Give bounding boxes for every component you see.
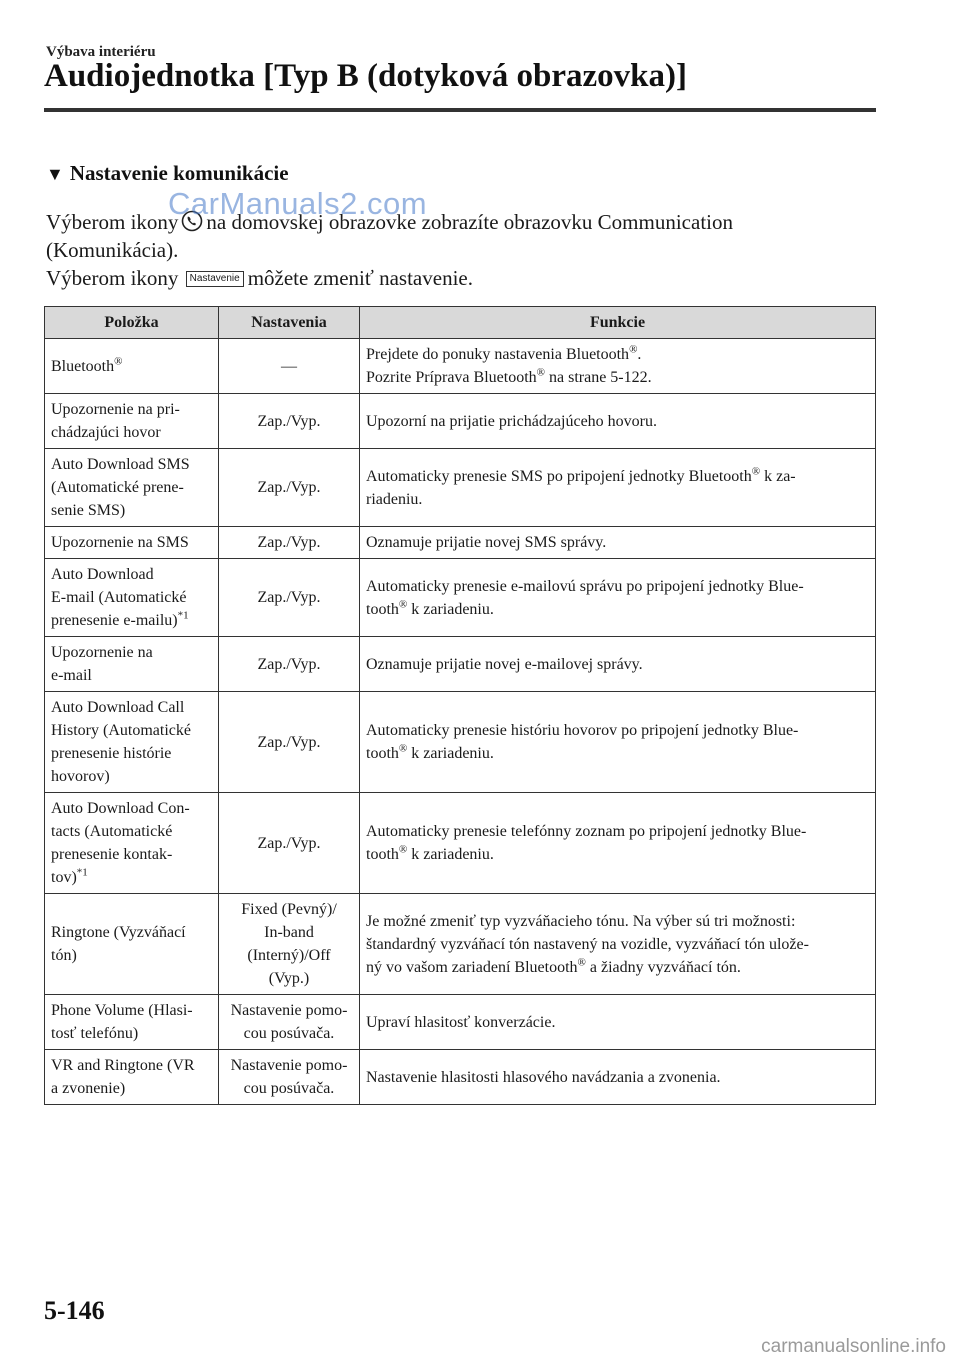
cell-line: Nastavenie pomo-	[230, 1057, 348, 1074]
cell-setting	[219, 394, 360, 449]
cell-function	[360, 559, 876, 637]
cell-line: Bluetooth®	[51, 355, 123, 375]
cell-setting	[219, 692, 360, 793]
intro-text: na domovskej obrazovke zobrazíte obrazovku Communication	[206, 210, 733, 234]
title-rule	[44, 108, 876, 112]
cell-line: a zvonenie)	[51, 1080, 126, 1097]
cell-line: riadeniu.	[366, 490, 423, 508]
cell-function	[360, 527, 876, 559]
intro-text: môžete zmeniť nastavenie.	[247, 266, 473, 290]
cell-line: In-band	[264, 924, 314, 941]
table-row	[45, 449, 876, 527]
cell-line: chádzajúci hovor	[51, 424, 161, 441]
cell-line: tooth® k zariadeniu.	[366, 742, 494, 762]
column-header: Položka	[45, 307, 219, 339]
footer-watermark: carmanualsonline.info	[761, 1336, 946, 1357]
cell-function	[360, 1050, 876, 1105]
cell-item	[45, 637, 219, 692]
cell-line: VR and Ringtone (VR	[51, 1057, 195, 1074]
cell-setting	[219, 894, 360, 995]
cell-line: Oznamuje prijatie novej e-mailovej správy.	[366, 655, 643, 673]
table-row	[45, 894, 876, 995]
table-row	[45, 559, 876, 637]
table-header-row	[45, 307, 876, 339]
intro-line-2: (Komunikácia).	[46, 238, 179, 262]
cell-item	[45, 894, 219, 995]
settings-button-icon: Nastavenie	[186, 271, 244, 287]
cell-line: Zap./Vyp.	[257, 479, 321, 496]
cell-line: štandardný vyzváňací tón nastavený na vozidle, vyzváňací tón ulože-	[366, 935, 809, 953]
cell-line: Nastavenie pomo-	[230, 1002, 348, 1019]
cell-line: Pozrite Príprava Bluetooth® na strane 5-122.	[366, 366, 652, 386]
cell-line: cou posúvača.	[243, 1025, 335, 1042]
cell-setting	[219, 339, 360, 394]
intro-text: Výberom ikony	[46, 266, 179, 290]
cell-line: Upozornenie na	[51, 644, 153, 661]
cell-line: Zap./Vyp.	[257, 534, 321, 551]
cell-line: Zap./Vyp.	[257, 834, 321, 852]
subheading	[46, 161, 289, 186]
cell-function	[360, 637, 876, 692]
subheading-text: Nastavenie komunikácie	[69, 161, 289, 185]
cell-line: tacts (Automatické	[51, 823, 173, 840]
page-number: 5-146	[44, 1296, 105, 1325]
table-body	[45, 339, 876, 1105]
cell-line: (Interný)/Off	[247, 947, 331, 964]
table-row	[45, 637, 876, 692]
table-row	[45, 394, 876, 449]
cell-line: Zap./Vyp.	[257, 589, 321, 606]
cell-line: hovorov)	[51, 768, 110, 785]
cell-line: Auto Download	[51, 566, 154, 583]
cell-line: Zap./Vyp.	[257, 655, 321, 673]
cell-line: tooth® k zariadeniu.	[366, 843, 494, 863]
cell-function	[360, 692, 876, 793]
table-row	[45, 339, 876, 394]
chapter-title: Audiojednotka [Typ B (dotyková obrazovka)]	[44, 58, 687, 94]
cell-line: tooth® k zariadeniu.	[366, 598, 494, 618]
cell-setting	[219, 793, 360, 894]
cell-item	[45, 339, 219, 394]
cell-line: Prejdete do ponuky nastavenia Bluetooth®.	[366, 343, 642, 363]
cell-line: Oznamuje prijatie novej SMS správy.	[366, 534, 607, 551]
intro-line-3	[46, 266, 473, 291]
cell-line: tón)	[51, 947, 77, 964]
cell-item	[45, 692, 219, 793]
cell-line: Upraví hlasitosť konverzácie.	[366, 1013, 556, 1031]
cell-line: Upozorní na prijatie prichádzajúceho hovoru.	[366, 412, 657, 430]
table-row	[45, 527, 876, 559]
watermark: CarManuals2.com	[168, 186, 428, 221]
cell-setting	[219, 527, 360, 559]
cell-line: Auto Download Con-	[51, 800, 190, 817]
settings-table	[44, 306, 876, 1105]
cell-setting	[219, 449, 360, 527]
table-row	[45, 1050, 876, 1105]
cell-line: Automaticky prenesie históriu hovorov po pripojení jednotky Blue-	[366, 722, 799, 739]
cell-line: Auto Download Call	[51, 699, 185, 716]
cell-item	[45, 559, 219, 637]
cell-setting	[219, 1050, 360, 1105]
column-header: Nastavenia	[219, 307, 360, 339]
cell-item	[45, 995, 219, 1050]
cell-function	[360, 995, 876, 1050]
cell-line: Automaticky prenesie telefónny zoznam po pripojení jednotky Blue-	[366, 823, 807, 840]
column-header: Funkcie	[360, 307, 876, 339]
cell-item	[45, 449, 219, 527]
cell-line: Je možné zmeniť typ vyzváňacieho tónu. Na výber sú tri možnosti:	[366, 912, 796, 930]
cell-line: prenesenie e-mailu)$^{*1}$	[51, 609, 189, 629]
cell-function	[360, 449, 876, 527]
cell-item	[45, 793, 219, 894]
table-row	[45, 793, 876, 894]
cell-function	[360, 339, 876, 394]
cell-line: Ringtone (Vyzváňací	[51, 924, 186, 941]
cell-line: Fixed (Pevný)/	[241, 901, 337, 918]
cell-line: tosť telefónu)	[51, 1025, 139, 1042]
cell-line: Upozornenie na SMS	[51, 534, 189, 551]
cell-line: Zap./Vyp.	[257, 412, 321, 430]
cell-setting	[219, 637, 360, 692]
table-row	[45, 692, 876, 793]
cell-line: senie SMS)	[51, 502, 126, 519]
cell-line: e-mail	[51, 667, 92, 684]
cell-line: prenesenie histórie	[51, 745, 172, 762]
cell-item	[45, 527, 219, 559]
cell-line: tov)$^{*1}$	[51, 866, 88, 886]
cell-line: Nastavenie hlasitosti hlasového navádzania a zvonenia.	[366, 1068, 721, 1086]
cell-line: Zap./Vyp.	[257, 733, 321, 751]
cell-line: Automaticky prenesie e-mailovú správu po pripojení jednotky Blue-	[366, 577, 804, 595]
cell-setting	[219, 559, 360, 637]
cell-line: Phone Volume (Hlasi-	[51, 1002, 193, 1019]
section-label: Výbava interiéru	[46, 44, 156, 60]
cell-line: —	[281, 357, 297, 375]
cell-line: prenesenie kontak-	[51, 846, 173, 863]
cell-line: History (Automatické	[51, 722, 191, 739]
intro-text: Výberom ikony	[46, 210, 179, 234]
cell-item	[45, 394, 219, 449]
cell-function	[360, 793, 876, 894]
cell-line: Auto Download SMS	[51, 456, 190, 473]
triangle-down-icon: ▼	[46, 164, 64, 184]
cell-function	[360, 894, 876, 995]
table-row	[45, 995, 876, 1050]
cell-setting	[219, 995, 360, 1050]
cell-line: (Vyp.)	[268, 970, 310, 987]
cell-line: cou posúvača.	[243, 1080, 335, 1097]
cell-function	[360, 394, 876, 449]
cell-item	[45, 1050, 219, 1105]
cell-line: Upozornenie na pri-	[51, 401, 180, 418]
cell-line: (Automatické prene-	[51, 479, 184, 496]
cell-line: Automaticky prenesie SMS po pripojení jednotky Bluetooth® k za-	[366, 465, 796, 485]
cell-line: E-mail (Automatické	[51, 589, 187, 606]
cell-line: ný vo vašom zariadení Bluetooth® a žiadny vyzváňací tón.	[366, 956, 741, 976]
